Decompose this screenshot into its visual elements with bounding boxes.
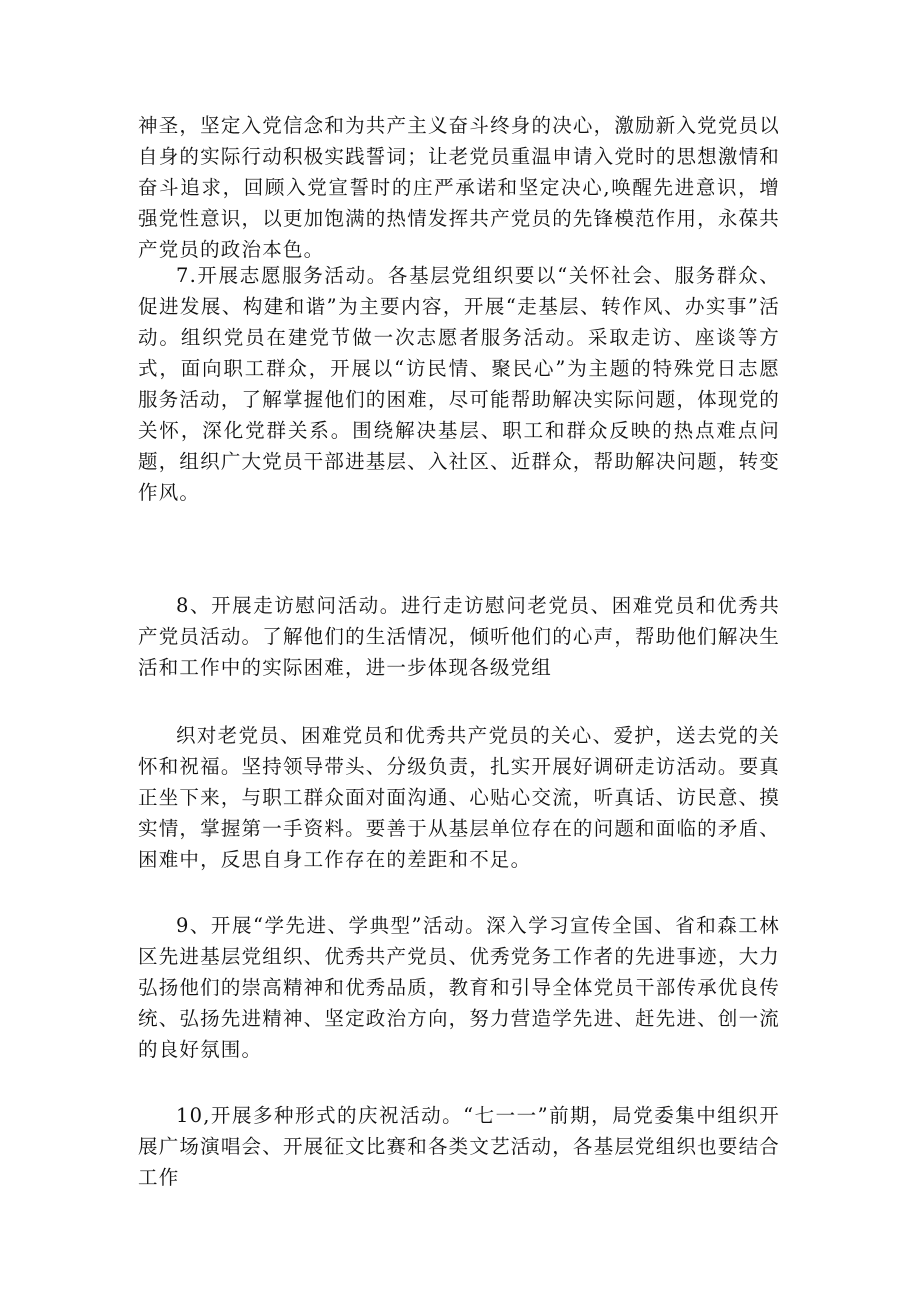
paragraph-continuation: 神圣，坚定入党信念和为共产主义奋斗终身的决心，激励新入党党员以自身的实际行动积极实践誓词；让老党员重温申请入党时的思想激情和奋斗追求，回顾入党宣誓时的庄严承诺和坚定决心,唤醒先进意识，增强党性意识，以更加饱满的热情发挥共产党员的先锋模范作用，永葆共产党员的政治本色。 xyxy=(138,114,780,261)
paragraph-item-8-continued: 织对老党员、困难党员和优秀共产党员的关心、爱护，送去党的关怀和祝福。坚持领导带头、分级负责，扎实开展好调研走访活动。要真正坐下来，与职工群众面对面沟通、心贴心交流，听真话、访民意、摸实情，掌握第一手资料。要善于从基层单位存在的问题和面临的矛盾、困难中，反思自身工作存在的差距和不足。 xyxy=(138,724,780,871)
paragraph-item-10: 10,开展多种形式的庆祝活动。“七一一”前期，局党委集中组织开展广场演唱会、开展征文比赛和各类文艺活动，各基层党组织也要结合工作 xyxy=(138,1104,780,1189)
paragraph-item-9: 9、开展“学先进、学典型”活动。深入学习宣传全国、省和森工林区先进基层党组织、优秀共产党员、优秀党务工作者的先进事迹，大力弘扬他们的崇高精神和优秀品质，教育和引导全体党员干部传承优良传统、弘扬先进精神、坚定政治方向，努力营造学先进、赶先进、创一流的良好氛围。 xyxy=(138,914,780,1061)
paragraph-item-7: 7.开展志愿服务活动。各基层党组织要以“关怀社会、服务群众、促进发展、构建和谐”为主要内容，开展“走基层、转作风、办实事”活动。组织党员在建党节做一次志愿者服务活动。采取走访、座谈等方式，面向职工群众，开展以“访民情、聚民心”为主题的特殊党日志愿服务活动，了解掌握他们的困难，尽可能帮助解决实际问题，体现党的关怀，深化党群关系。围绕解决基层、职工和群众反映的热点难点问题，组织广大党员干部进基层、入社区、近群众，帮助解决问题，转变作风。 xyxy=(138,264,780,504)
paragraph-item-8: 8、开展走访慰问活动。进行走访慰问老党员、困难党员和优秀共产党员活动。了解他们的生活情况，倾听他们的心声，帮助他们解决生活和工作中的实际困难，进一步体现各级党组 xyxy=(138,594,780,679)
